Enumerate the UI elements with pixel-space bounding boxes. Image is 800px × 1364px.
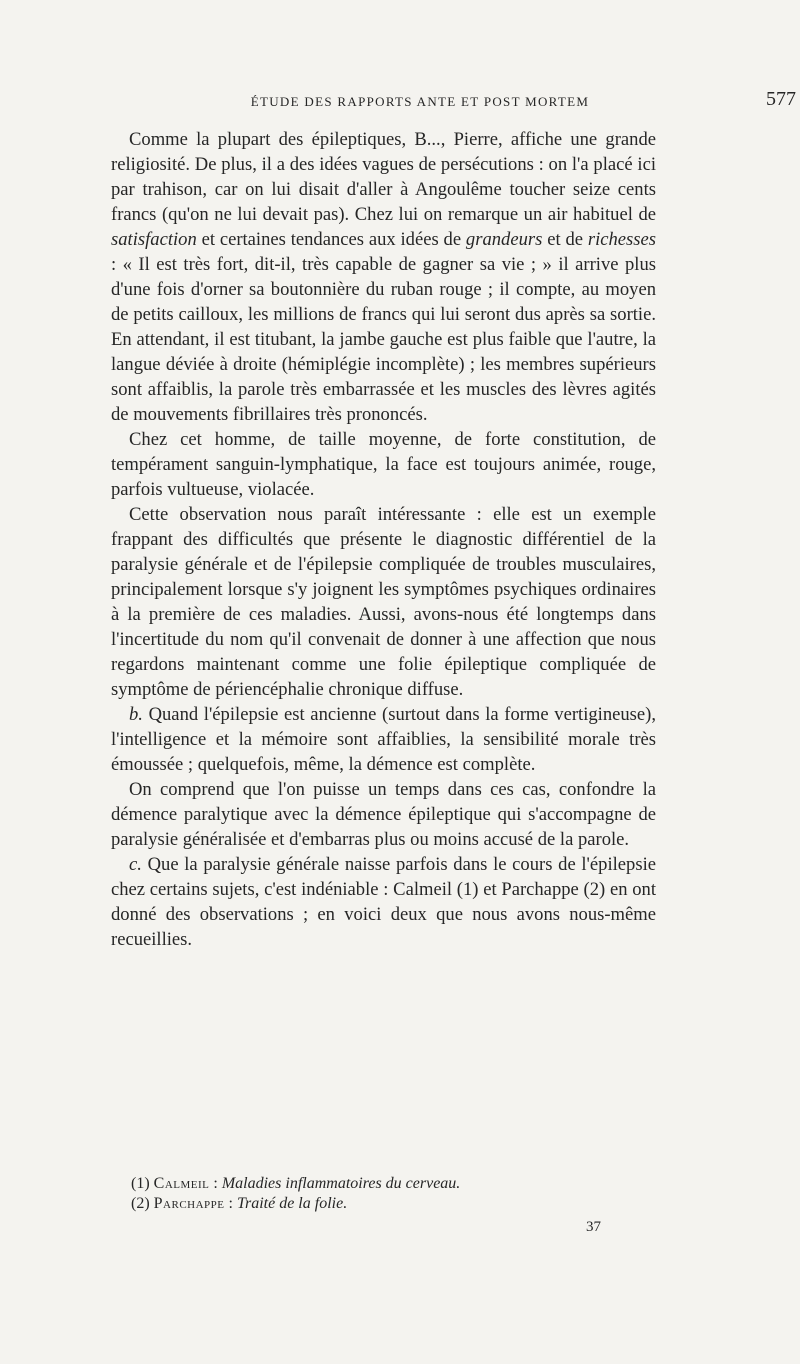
footnote xyxy=(131,1194,656,1214)
text-run: : « Il est très fort, dit-il, très capable de gagner sa vie ; » il arrive plus d'une fois d'orner sa boutonnière du ruban rouge ; il compte, au moyen de petits cailloux, les millions de francs qui lui seront dus après sa sortie. En attendant, il est titubant, la jambe gauche est plus faible que l'autre, la langue déviée à droite (hémiplégie incomplète) ; les membres supérieurs sont affaiblis, la parole très embarrassée et les muscles des lèvres agités de mouvements fibrillaires très prononcés. xyxy=(111,254,656,425)
text-run: Quand l'épilepsie est ancienne (surtout dans la forme vertigineuse), l'intelligence et la mémoire sont affaiblies, la sensibilité morale très émoussée ; quelquefois, même, la démence est complète. xyxy=(111,704,656,775)
footnote-title: Traité de la folie. xyxy=(236,1195,348,1212)
footnote-marker: (2) xyxy=(131,1195,150,1212)
paragraph: Chez cet homme, de taille moyenne, de forte constitution, de tempérament sanguin-lymphatique, la face est toujours animée, rouge, parfois vultueuse, violacée. xyxy=(111,429,656,500)
signature-mark: 37 xyxy=(586,1219,601,1235)
page-header xyxy=(140,88,796,116)
footnote-separator: : xyxy=(209,1175,222,1192)
body-text xyxy=(111,127,656,952)
italic-term: grandeurs xyxy=(465,229,543,250)
text-run: Que la paralysie générale naisse parfois dans le cours de l'épilepsie chez certains sujets, c'est indéniable : Calmeil (1) et Parchappe (2) en ont donné des observations ; en voici deux que nous avons nous-même recueillies. xyxy=(111,854,656,950)
footnote-marker: (1) xyxy=(131,1175,150,1192)
italic-term: satisfaction xyxy=(111,229,197,250)
paragraph: Cette observation nous paraît intéressante : elle est un exemple frappant des difficultés que présente le diagnostic différentiel de la paralysie générale et de l'épilepsie compliquée de troubles musculaires, principalement lorsque s'y joignent les symptômes psychiques ordinaires à la première de ces maladies. Aussi, avons-nous été longtemps dans l'incertitude du nom qu'il convenait de donner à une affection que nous regardons maintenant comme une folie épileptique compliquée de symptôme de périencéphalie chronique diffuse. xyxy=(111,504,656,700)
footnote-author: Calmeil xyxy=(153,1175,210,1192)
text-run: Comme la plupart des épileptiques, B..., Pierre, affiche une grande religiosité. De plus, il a des idées vagues de persécutions : on l'a placé ici par trahison, car on lui disait d'aller à Angoulême toucher seize cents francs (qu'on ne lui devait pas). Chez lui on remarque un air habituel de xyxy=(111,129,656,225)
running-title: ÉTUDE DES RAPPORTS ANTE ET POST MORTEM xyxy=(250,94,590,109)
footnote-author: Parchappe xyxy=(153,1195,225,1212)
list-label: b. xyxy=(129,704,143,725)
list-label: c. xyxy=(129,854,142,875)
footnote-title: Maladies inflammatoires du cerveau. xyxy=(221,1175,461,1192)
paragraph xyxy=(111,127,656,427)
text-run: et de xyxy=(542,229,588,250)
text-run: et certaines tendances aux idées de xyxy=(196,229,466,250)
footnote xyxy=(131,1174,656,1194)
footnote-separator: : xyxy=(224,1195,237,1212)
paragraph xyxy=(111,702,656,777)
paragraph xyxy=(111,852,656,952)
paragraph: On comprend que l'on puisse un temps dans ces cas, confondre la démence paralytique avec la démence épileptique qui s'accompagne de paralysie généralisée et d'embarras plus ou moins accusé de la parole. xyxy=(111,779,656,850)
italic-term: richesses xyxy=(587,229,656,250)
page-number: 577 xyxy=(766,88,796,110)
footnotes xyxy=(131,1174,656,1214)
